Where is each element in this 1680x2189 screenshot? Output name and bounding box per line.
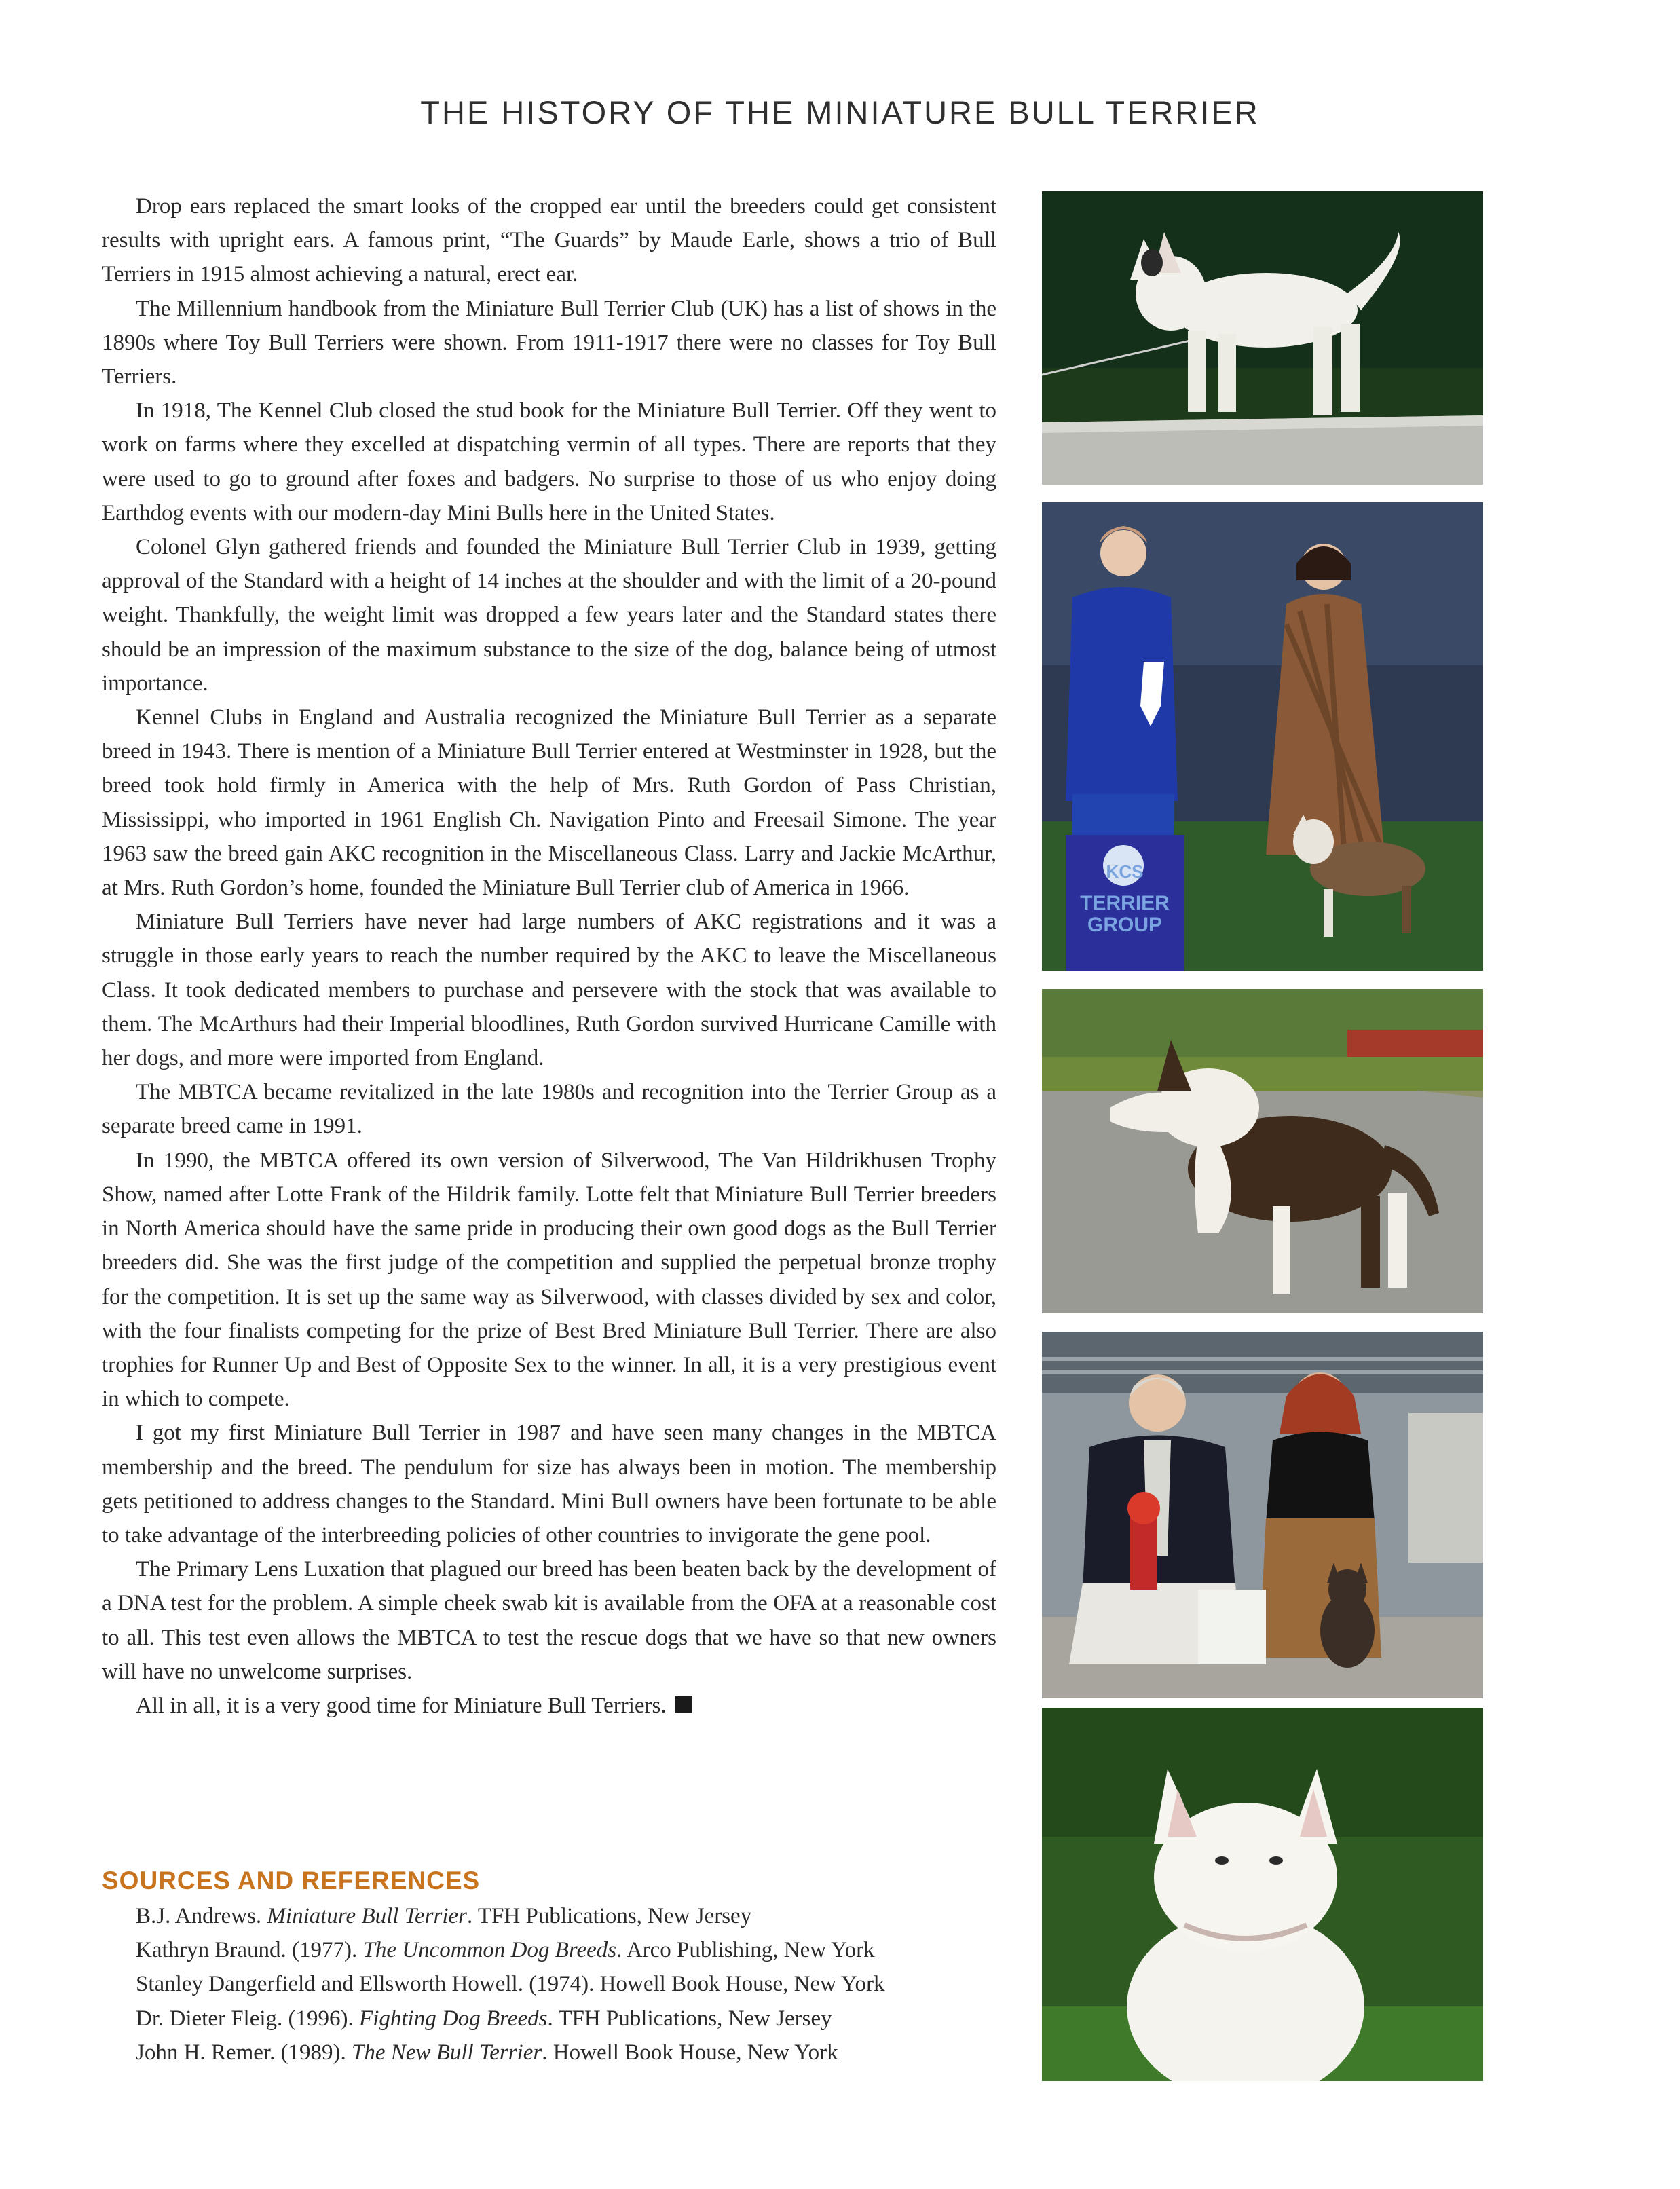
sign-logo-text: KCS: [1106, 861, 1144, 882]
paragraph: In 1990, the MBTCA offered its own version of Silverwood, The Van Hildrikhusen Trophy Show, named after Lotte Frank of the Hildrik family. Lotte felt that Miniature Bull Terrier breeders in North America should have the same pride in producing their own good dogs as the Bull Terrier breeders did. She was the first judge of the competition and supplied the perpetual bronze trophy for the competition. It is set up the same way as Silverwood, with classes divided by sex and color, with the four finalists competing for the prize of Best Bred Miniature Bull Terrier. There are also trophies for Runner Up and Best of Opposite Sex to the winner. In all, it is a very prestigious event in which to compete.: [102, 1148, 996, 1412]
photo-brindle-dog-road: [1042, 989, 1483, 1313]
reference-item: B.J. Andrews. Miniature Bull Terrier. TFH Publications, New Jersey: [136, 1904, 752, 1928]
article-body: [102, 189, 996, 1723]
final-paragraph: [102, 1689, 996, 1723]
sources-heading: SOURCES AND REFERENCES: [102, 1867, 481, 1894]
paragraph: Kennel Clubs in England and Australia recognized the Miniature Bull Terrier as a separate breed in 1943. There is mention of a Miniature Bull Terrier entered at Westminster in 1928, but the breed took hold firmly in America with the help of Mrs. Ruth Gordon of Pass Christian, Mississippi, who imported in 1961 English Ch. Navigation Pinto and Freesail Simone. The year 1963 saw the breed gain AKC recognition in the Miscellaneous Class. Larry and Jackie McArthur, at Mrs. Ruth Gordon’s home, founded the Miniature Bull Terrier club of America in 1966.: [102, 705, 996, 901]
paragraph: I got my first Miniature Bull Terrier in 1987 and have seen many changes in the MBTCA membership and the breed. The pendulum for size has always been in motion. The membership gets petitioned to address changes to the Standard. Mini Bull owners have been fortunate to be able to take advantage of the interbreeding policies of other countries to invigorate the gene pool.: [102, 1421, 996, 1548]
photo-white-dog-closeup: [1042, 1708, 1483, 2081]
page-title: THE HISTORY OF THE MINIATURE BULL TERRIER: [420, 94, 1260, 130]
photo-white-dog-stacked: [1042, 191, 1483, 485]
reference-item: Dr. Dieter Fleig. (1996). Fighting Dog Breeds. TFH Publications, New Jersey: [136, 2006, 832, 2031]
paragraph: In 1918, The Kennel Club closed the stud book for the Miniature Bull Terrier. Off they went to work on farms where they excelled at dispatching vermin of all types. There are reports that they were used to go to ground after foxes and badgers. No surprise to those of us who enjoy doing Earthdog events with our modern-day Mini Bulls here in the United States.: [102, 398, 996, 525]
final-paragraph-text: All in all, it is a very good time for Miniature Bull Terriers.: [136, 1693, 667, 1718]
sign-line1-text: TERRIER: [1080, 892, 1170, 914]
paragraph: The Primary Lens Luxation that plagued our breed has been beaten back by the development of a DNA test for the problem. A simple cheek swab kit is available from the OFA at a reasonable cost to all. This test even allows the MBTCA to test the rescue dogs that we have so that new owners will have no unwelcome surprises.: [102, 1557, 996, 1684]
paragraph: Drop ears replaced the smart looks of the cropped ear until the breeders could get consistent results with upright ears. A famous print, “The Guards” by Maude Earle, shows a trio of Bull Terriers in 1915 almost achieving a natural, erect ear.: [102, 194, 996, 287]
photo-show-award: [1042, 1332, 1483, 1698]
paragraph: The Millennium handbook from the Miniature Bull Terrier Club (UK) has a list of shows in the 1890s where Toy Bull Terriers were shown. From 1911-1917 there were no classes for Toy Bull Terriers.: [102, 296, 996, 390]
sources-section: [102, 1867, 1011, 2070]
reference-item: Kathryn Braund. (1977). The Uncommon Dog Breeds. Arco Publishing, New York: [136, 1938, 875, 1963]
paragraph: Miniature Bull Terriers have never had large numbers of AKC registrations and it was a struggle in those early years to reach the number required by the AKC to leave the Miscellaneous Class. It took dedicated members to purchase and persevere with the stock that was available to them. The McArthurs had their Imperial bloodlines, Ruth Gordon survived Hurricane Camille with her dogs, and more were imported from England.: [102, 910, 996, 1071]
paragraph: Colonel Glyn gathered friends and founded the Miniature Bull Terrier Club in 1939, getting approval of the Standard with a height of 14 inches at the shoulder and with the limit of a 20-pound weight. Thankfully, the weight limit was dropped a few years later and the Standard states there should be an impression of the maximum substance to the size of the dog, balance being of utmost importance.: [102, 535, 996, 696]
end-mark-icon: [675, 1696, 692, 1713]
photo-terrier-group-win: [1042, 502, 1483, 971]
reference-item: Stanley Dangerfield and Ellsworth Howell. (1974). Howell Book House, New York: [136, 1972, 885, 1997]
reference-item: John H. Remer. (1989). The New Bull Terrier. Howell Book House, New York: [136, 2040, 838, 2065]
sign-line2-text: GROUP: [1087, 914, 1163, 936]
paragraph: The MBTCA became revitalized in the late 1980s and recognition into the Terrier Group as a separate breed came in 1991.: [102, 1080, 996, 1139]
